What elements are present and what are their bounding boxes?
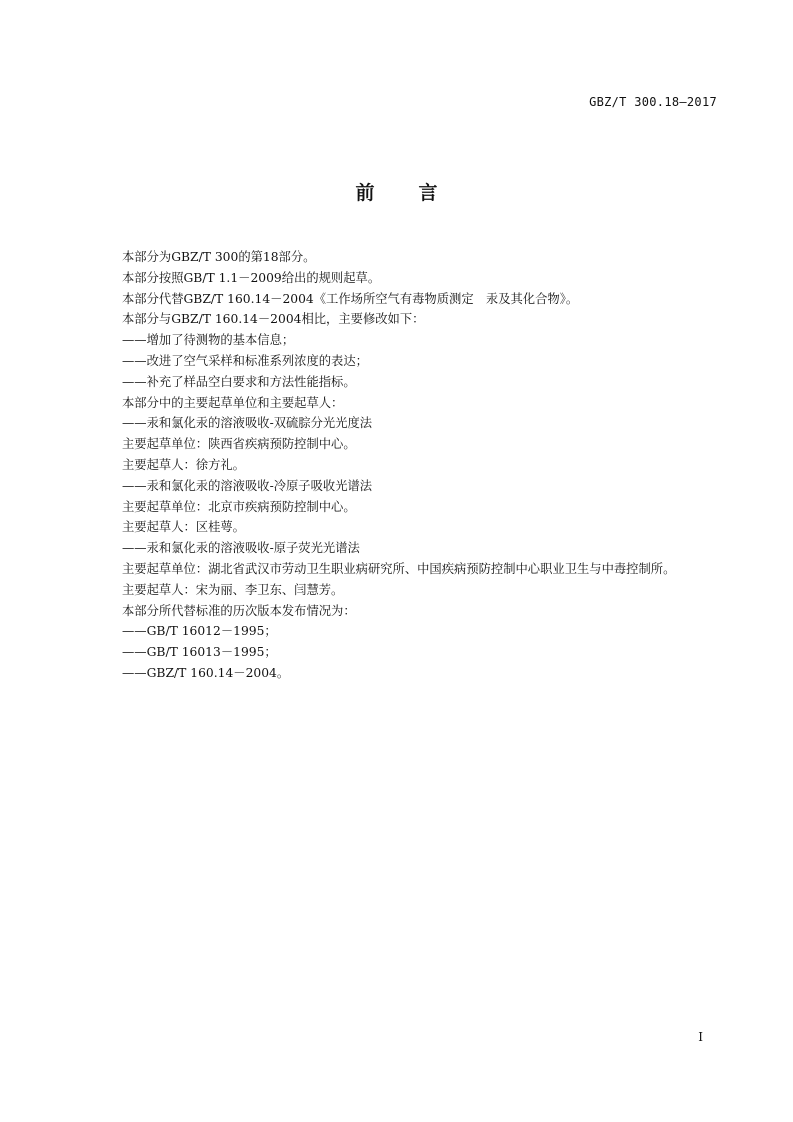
- paragraph: 本部分代替GBZ/T 160.14－2004《工作场所空气有毒物质测定 汞及其化合物》。: [122, 291, 579, 306]
- list-item: ——GB/T 16013－1995；: [122, 645, 277, 660]
- page-number: I: [698, 1030, 703, 1044]
- list-item: ——补充了样品空白要求和方法性能指标。: [122, 374, 356, 389]
- list-item: ——GB/T 16012－1995；: [122, 624, 277, 639]
- drafting-unit: 主要起草单位：湖北省武汉市劳动卫生职业病研究所、中国疾病预防控制中心职业卫生与中毒控制所。: [122, 561, 676, 576]
- paragraph: 本部分中的主要起草单位和主要起草人：: [122, 395, 344, 410]
- page-title: [0, 178, 793, 205]
- paragraph: 本部分为GBZ/T 300的第18部分。: [122, 250, 316, 264]
- list-item: ——GBZ/T 160.14－2004。: [122, 665, 290, 680]
- method-heading: ——汞和氯化汞的溶液吸收-冷原子吸收光谱法: [122, 478, 373, 493]
- title-char-1: 前: [355, 182, 375, 204]
- paragraph: 本部分按照GB/T 1.1－2009给出的规则起草。: [122, 270, 381, 285]
- drafting-unit: 主要起草单位：北京市疾病预防控制中心。: [122, 499, 356, 514]
- drafters: 主要起草人：区桂萼。: [122, 520, 245, 535]
- drafters: 主要起草人：徐方礼。: [122, 457, 245, 472]
- paragraph: 本部分所代替标准的历次版本发布情况为：: [122, 603, 356, 618]
- method-heading: ——汞和氯化汞的溶液吸收-双硫腙分光光度法: [122, 416, 373, 431]
- title-char-2: 言: [418, 182, 438, 204]
- paragraph: 本部分与GBZ/T 160.14－2004相比，主要修改如下：: [122, 312, 425, 327]
- drafting-unit: 主要起草单位：陕西省疾病预防控制中心。: [122, 437, 356, 452]
- drafters: 主要起草人：宋为丽、李卫东、闫慧芳。: [122, 582, 344, 597]
- method-heading: ——汞和氯化汞的溶液吸收-原子荧光光谱法: [122, 541, 360, 556]
- standard-code-header: GBZ/T 300.18—2017: [589, 95, 717, 109]
- foreword-body: [96, 247, 722, 684]
- list-item: ——改进了空气采样和标准系列浓度的表达；: [122, 353, 368, 368]
- list-item: ——增加了待测物的基本信息；: [122, 333, 295, 348]
